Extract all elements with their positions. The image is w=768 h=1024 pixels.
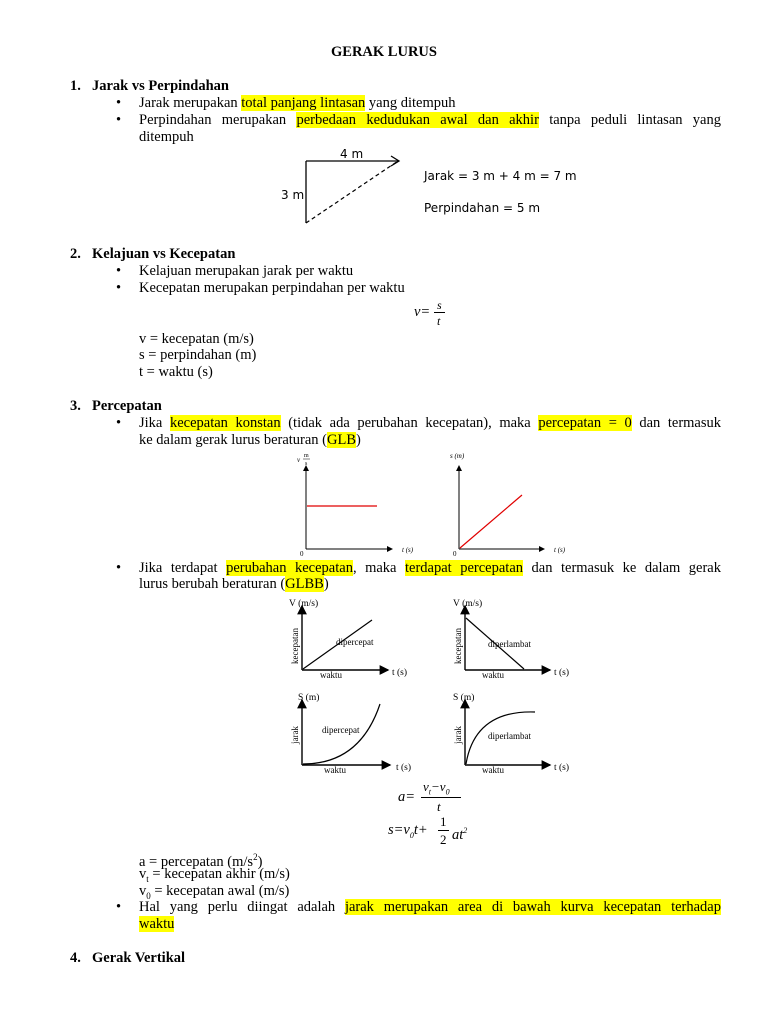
section-heading-3: 3. Percepatan (70, 398, 162, 414)
bullet-text-continued: lurus berubah beraturan (GLBB) (139, 576, 329, 592)
displacement-triangle-diagram (270, 143, 570, 233)
svg-text:kecepatan: kecepatan (453, 628, 463, 664)
bullet: • (116, 95, 122, 111)
bullet: • (116, 415, 122, 431)
bullet: • (116, 112, 122, 128)
jarak-result: Jarak = 3 m + 4 m = 7 m (424, 169, 577, 183)
svg-text:diperlambat: diperlambat (488, 639, 531, 649)
definition-line: t = waktu (s) (139, 364, 213, 380)
svg-text:S (m): S (m) (298, 693, 320, 703)
formula-distance-tail: $at^2$ (452, 826, 468, 843)
svg-text:kecepatan: kecepatan (290, 628, 300, 664)
svg-text:t (s): t (s) (392, 668, 408, 678)
diagram-label-top: 4 m (340, 147, 364, 161)
section-number: 1. (70, 78, 81, 94)
fraction-bar (421, 797, 461, 798)
formula-distance-frac-den: 2 (440, 832, 447, 847)
svg-text:v: v (297, 456, 301, 464)
svg-text:s: s (305, 461, 308, 467)
svg-text:s (m): s (m) (450, 452, 465, 460)
formula-acceleration-lhs: a= (398, 789, 416, 805)
bullet-text: Hal yang perlu diingat adalah jarak merupakan area di bawah kurva kecepatan terhadap (139, 899, 721, 915)
svg-text:waktu: waktu (482, 670, 504, 680)
section-title: Jarak vs Perpindahan (92, 78, 229, 94)
svg-text:V (m/s): V (m/s) (289, 599, 319, 609)
definition-line: $v_t$ = kecepatan akhir (m/s) (139, 866, 290, 884)
bullet-text: Kelajuan merupakan jarak per waktu (139, 263, 354, 279)
formula-velocity-den: t (437, 314, 441, 328)
formula-distance: $s=v_0t+$ (388, 822, 428, 840)
svg-text:0: 0 (300, 550, 304, 558)
glb-graphs (290, 448, 590, 560)
svg-text:dipercepat: dipercepat (336, 637, 374, 647)
svg-text:diperlambat: diperlambat (488, 731, 531, 741)
svg-text:S (m): S (m) (453, 693, 475, 703)
definition-line: $v_0$ = kecepatan awal (m/s) (139, 883, 290, 901)
bullet: • (116, 899, 122, 915)
svg-text:t (s): t (s) (554, 546, 566, 554)
formula-acceleration-den: t (437, 799, 441, 814)
bullet-text: Jarak merupakan total panjang lintasan yang ditempuh (139, 95, 456, 111)
svg-text:waktu: waktu (482, 765, 504, 775)
bullet-text-continued: ke dalam gerak lurus beraturan (GLB) (139, 432, 361, 448)
svg-text:waktu: waktu (320, 670, 342, 680)
perpindahan-result: Perpindahan = 5 m (424, 201, 541, 215)
section-heading-4: 4. Gerak Vertikal (70, 950, 186, 966)
bullet-text: Perpindahan merupakan perbedaan kedudukan awal dan akhir tanpa peduli lintasan yang (139, 112, 721, 128)
definition-line: v = kecepatan (m/s) (139, 331, 254, 347)
formula-velocity-lhs: v= (414, 304, 431, 320)
glbb-graphs (280, 592, 580, 778)
diagram-label-side: 3 m (281, 188, 305, 202)
definition-line: a = percepatan $(m/s^2)$ (139, 852, 263, 870)
formula-acceleration-num: $v_t-v_0$ (423, 779, 450, 797)
bullet-text: Jika terdapat perubahan kecepatan, maka terdapat percepatan dan termasuk ke dalam gerak (139, 560, 721, 576)
bullet-text: Kecepatan merupakan perpindahan per waktu (139, 280, 405, 296)
svg-text:t (s): t (s) (396, 763, 412, 773)
section-heading-2: 2. Kelajuan vs Kecepatan (70, 246, 236, 262)
svg-text:t (s): t (s) (554, 763, 570, 773)
svg-text:0: 0 (453, 550, 457, 558)
svg-text:m: m (304, 453, 309, 459)
svg-text:t (s): t (s) (554, 668, 570, 678)
bullet: • (116, 560, 122, 576)
definition-line: s = perpindahan (m) (139, 347, 257, 363)
formula-distance-frac-num: 1 (440, 814, 447, 829)
section-heading-1 (70, 78, 229, 95)
svg-text:waktu: waktu (324, 765, 346, 775)
bullet-text: Jika kecepatan konstan (tidak ada perubahan kecepatan), maka percepatan = 0 dan termasuk (139, 415, 722, 431)
page-title: GERAK LURUS (331, 44, 437, 60)
bullet: • (116, 280, 122, 296)
formula-velocity-num: s (437, 298, 442, 312)
svg-text:dipercepat: dipercepat (322, 725, 360, 735)
svg-text:t (s): t (s) (402, 546, 414, 554)
svg-text:jarak: jarak (290, 726, 300, 744)
bullet-text-continued: waktu (139, 916, 175, 932)
svg-text:V (m/s): V (m/s) (453, 599, 483, 609)
bullet: • (116, 263, 122, 279)
bullet-text-continued: ditempuh (139, 129, 194, 145)
svg-text:jarak: jarak (453, 726, 463, 744)
